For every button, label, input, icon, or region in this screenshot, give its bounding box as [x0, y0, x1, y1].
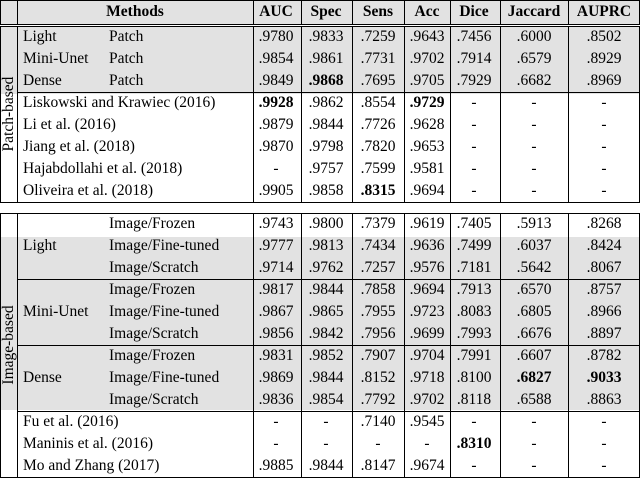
- cell-sens: .7955: [360, 303, 396, 320]
- cell-auprc: .9033: [586, 369, 622, 386]
- group-label-patch: Patch-based: [0, 76, 17, 152]
- cell-spec: .9844: [308, 281, 344, 298]
- column-rule: [404, 213, 405, 477]
- cell-sens: .7792: [360, 391, 396, 408]
- cell-acc: .9729: [409, 94, 445, 111]
- cell-sens: .7140: [360, 413, 396, 430]
- cell-dice: -: [471, 160, 477, 177]
- cell-auprc: .8067: [586, 259, 622, 276]
- column-rule: [450, 213, 451, 477]
- cell-auprc: -: [601, 138, 607, 155]
- cell-jaccard: .5642: [516, 259, 552, 276]
- cell-jaccard: -: [531, 435, 537, 452]
- cell-jaccard: .6000: [516, 28, 552, 45]
- cell-dice: .7405: [456, 215, 492, 232]
- column-rule: [450, 26, 451, 202]
- cell-spec: .9844: [308, 369, 344, 386]
- cell-spec: .9833: [308, 28, 344, 45]
- cell-jaccard: -: [531, 457, 537, 474]
- cell-spec: -: [323, 413, 329, 430]
- rule: [17, 92, 640, 93]
- cell-spec: .9844: [308, 116, 344, 133]
- rule: [17, 411, 640, 412]
- column-rule: [500, 26, 501, 202]
- header-sens: Sens: [362, 3, 394, 20]
- header-auc: AUC: [259, 3, 293, 20]
- setting-label: Image/Fine-tuned: [109, 369, 220, 386]
- reference-name: Maninis et al. (2016): [23, 435, 154, 452]
- cell-dice: .8118: [456, 391, 492, 408]
- cell-spec: .9798: [308, 138, 344, 155]
- cell-sens: .7379: [360, 215, 396, 232]
- setting-label: Image/Scratch: [109, 259, 199, 276]
- rule: [17, 279, 640, 280]
- cell-auprc: -: [601, 116, 607, 133]
- cell-acc: .9674: [409, 457, 445, 474]
- cell-acc: .9705: [409, 72, 445, 89]
- model-name: Mini-Unet: [23, 50, 89, 67]
- cell-dice: .7929: [456, 72, 492, 89]
- cell-sens: .7726: [360, 116, 396, 133]
- cell-jaccard: -: [531, 116, 537, 133]
- cell-acc: .9718: [409, 369, 445, 386]
- cell-auc: .9743: [258, 215, 294, 232]
- cell-auprc: .8268: [586, 215, 622, 232]
- cell-auprc: .8929: [586, 50, 622, 67]
- cell-spec: .9858: [308, 182, 344, 199]
- cell-jaccard: -: [531, 138, 537, 155]
- cell-sens: .7731: [360, 50, 396, 67]
- column-rule: [301, 0, 302, 24]
- cell-auc: .9714: [258, 259, 294, 276]
- section-gap: [0, 205, 640, 213]
- setting-label: Image/Frozen: [109, 215, 196, 232]
- cell-dice: .8083: [456, 303, 492, 320]
- cell-auc: .9831: [258, 347, 294, 364]
- cell-acc: .9636: [409, 237, 445, 254]
- cell-sens: .8147: [360, 457, 396, 474]
- column-rule: [404, 0, 405, 24]
- cell-acc: .9704: [409, 347, 445, 364]
- cell-sens: .7259: [360, 28, 396, 45]
- cell-spec: .9861: [308, 50, 344, 67]
- cell-auc: -: [273, 160, 279, 177]
- cell-auprc: -: [601, 94, 607, 111]
- column-rule: [500, 0, 501, 24]
- cell-sens: .7820: [360, 138, 396, 155]
- cell-dice: -: [471, 138, 477, 155]
- cell-sens: .7907: [360, 347, 396, 364]
- setting-label: Image/Frozen: [109, 281, 196, 298]
- model-name: Light: [23, 28, 57, 45]
- header-rule: [0, 24, 640, 25]
- cell-auc: .9777: [258, 237, 294, 254]
- column-rule: [301, 213, 302, 477]
- cell-acc: .9702: [409, 50, 445, 67]
- section-bottom-rule: [0, 202, 640, 203]
- column-rule: [568, 0, 569, 24]
- cell-auc: .9928: [258, 94, 294, 111]
- cell-spec: .9757: [308, 160, 344, 177]
- cell-acc: .9702: [409, 391, 445, 408]
- setting-label: Patch: [109, 72, 144, 89]
- cell-auc: -: [273, 413, 279, 430]
- cell-dice: -: [471, 182, 477, 199]
- cell-dice: .7456: [456, 28, 492, 45]
- cell-spec: .9854: [308, 391, 344, 408]
- model-name: Dense: [23, 369, 62, 386]
- cell-jaccard: -: [531, 160, 537, 177]
- column-rule: [352, 213, 353, 477]
- cell-acc: .9581: [409, 160, 445, 177]
- setting-label: Patch: [109, 50, 144, 67]
- cell-acc: .9723: [409, 303, 445, 320]
- cell-dice: .7913: [456, 281, 492, 298]
- column-rule: [450, 0, 451, 24]
- cell-auc: .9869: [258, 369, 294, 386]
- column-rule: [301, 26, 302, 202]
- reference-name: Jiang et al. (2018): [23, 138, 135, 155]
- cell-jaccard: .6682: [516, 72, 552, 89]
- cell-dice: -: [471, 116, 477, 133]
- setting-label: Image/Fine-tuned: [109, 237, 220, 254]
- rule: [17, 345, 640, 346]
- cell-sens: .8152: [360, 369, 396, 386]
- reference-name: Li et al. (2016): [23, 116, 116, 133]
- cell-jaccard: .5913: [516, 215, 552, 232]
- cell-sens: .7599: [360, 160, 396, 177]
- cell-jaccard: .6579: [516, 50, 552, 67]
- cell-auc: -: [273, 435, 279, 452]
- cell-acc: .9628: [409, 116, 445, 133]
- setting-label: Image/Scratch: [109, 325, 199, 342]
- reference-name: Fu et al. (2016): [23, 413, 119, 430]
- cell-jaccard: .6676: [516, 325, 552, 342]
- cell-spec: -: [323, 435, 329, 452]
- model-name: Dense: [23, 72, 62, 89]
- cell-dice: -: [471, 413, 477, 430]
- column-rule: [568, 26, 569, 202]
- cell-spec: .9844: [308, 457, 344, 474]
- cell-sens: .7257: [360, 259, 396, 276]
- cell-jaccard: .6570: [516, 281, 552, 298]
- cell-acc: .9694: [409, 182, 445, 199]
- cell-auc: .9854: [258, 50, 294, 67]
- rule: [0, 213, 640, 214]
- header-spec: Spec: [310, 3, 342, 20]
- model-name: Mini-Unet: [23, 303, 89, 320]
- cell-spec: .9842: [308, 325, 344, 342]
- reference-name: Hajabdollahi et al. (2018): [23, 160, 183, 177]
- cell-acc: .9576: [409, 259, 445, 276]
- column-rule: [568, 213, 569, 477]
- cell-dice: .7993: [456, 325, 492, 342]
- cell-auprc: .8782: [586, 347, 622, 364]
- cell-auc: .9780: [258, 28, 294, 45]
- cell-auprc: -: [601, 435, 607, 452]
- cell-auprc: .8969: [586, 72, 622, 89]
- cell-spec: .9868: [308, 72, 344, 89]
- column-rule: [500, 213, 501, 477]
- header-dice: Dice: [459, 3, 489, 20]
- cell-dice: .7499: [456, 237, 492, 254]
- cell-jaccard: -: [531, 413, 537, 430]
- cell-dice: .7914: [456, 50, 492, 67]
- cell-dice: -: [471, 457, 477, 474]
- group-label-image: Image-based: [0, 305, 17, 385]
- cell-spec: .9813: [308, 237, 344, 254]
- column-rule: [253, 0, 254, 24]
- cell-acc: .9653: [409, 138, 445, 155]
- cell-auprc: .8424: [586, 237, 622, 254]
- reference-name: Mo and Zhang (2017): [23, 457, 160, 474]
- cell-jaccard: .6588: [516, 391, 552, 408]
- cell-auprc: .8897: [586, 325, 622, 342]
- column-rule: [253, 26, 254, 202]
- cell-auc: .9879: [258, 116, 294, 133]
- cell-auc: .9870: [258, 138, 294, 155]
- cell-sens: -: [375, 435, 381, 452]
- cell-auc: .9867: [258, 303, 294, 320]
- rule: [0, 26, 640, 27]
- cell-auprc: -: [601, 160, 607, 177]
- cell-auprc: .8502: [586, 28, 622, 45]
- model-name: Light: [23, 237, 57, 254]
- cell-acc: .9643: [409, 28, 445, 45]
- cell-jaccard: -: [531, 94, 537, 111]
- cell-acc: -: [424, 435, 430, 452]
- cell-auprc: .8757: [586, 281, 622, 298]
- cell-spec: .9800: [308, 215, 344, 232]
- cell-acc: .9694: [409, 281, 445, 298]
- cell-sens: .7434: [360, 237, 396, 254]
- cell-jaccard: .6607: [516, 347, 552, 364]
- cell-dice: -: [471, 94, 477, 111]
- cell-jaccard: .6827: [516, 369, 552, 386]
- cell-auc: .9885: [258, 457, 294, 474]
- header-methods: Methods: [106, 3, 164, 20]
- cell-sens: .8315: [360, 182, 396, 199]
- setting-label: Image/Scratch: [109, 391, 199, 408]
- header-jaccard: Jaccard: [507, 3, 561, 20]
- cell-acc: .9619: [409, 215, 445, 232]
- column-rule: [17, 0, 18, 24]
- header-auprc: AUPRC: [576, 3, 632, 20]
- header-acc: Acc: [414, 3, 440, 20]
- column-rule: [352, 0, 353, 24]
- cell-dice: .8310: [456, 435, 492, 452]
- column-rule: [253, 213, 254, 477]
- column-rule: [404, 26, 405, 202]
- cell-jaccard: .6805: [516, 303, 552, 320]
- cell-dice: .7181: [456, 259, 492, 276]
- reference-name: Oliveira et al. (2018): [23, 182, 153, 199]
- cell-sens: .7695: [360, 72, 396, 89]
- column-rule: [0, 0, 1, 24]
- cell-sens: .7858: [360, 281, 396, 298]
- setting-label: Image/Fine-tuned: [109, 303, 220, 320]
- cell-auc: .9817: [258, 281, 294, 298]
- cell-auprc: .8863: [586, 391, 622, 408]
- cell-dice: .8100: [456, 369, 492, 386]
- cell-auc: .9905: [258, 182, 294, 199]
- cell-spec: .9852: [308, 347, 344, 364]
- cell-sens: .7956: [360, 325, 396, 342]
- cell-auprc: -: [601, 457, 607, 474]
- cell-acc: .9699: [409, 325, 445, 342]
- setting-label: Image/Frozen: [109, 347, 196, 364]
- cell-dice: .7991: [456, 347, 492, 364]
- cell-auprc: -: [601, 182, 607, 199]
- cell-spec: .9862: [308, 94, 344, 111]
- cell-auc: .9849: [258, 72, 294, 89]
- top-rule: [0, 0, 640, 1]
- cell-sens: .8554: [360, 94, 396, 111]
- cell-auprc: .8966: [586, 303, 622, 320]
- cell-auc: .9836: [258, 391, 294, 408]
- column-rule: [352, 26, 353, 202]
- cell-spec: .9865: [308, 303, 344, 320]
- cell-auc: .9856: [258, 325, 294, 342]
- setting-label: Patch: [109, 28, 144, 45]
- cell-jaccard: -: [531, 182, 537, 199]
- cell-auprc: -: [601, 413, 607, 430]
- cell-spec: .9762: [308, 259, 344, 276]
- cell-acc: .9545: [409, 413, 445, 430]
- reference-name: Liskowski and Krawiec (2016): [23, 94, 216, 111]
- cell-jaccard: .6037: [516, 237, 552, 254]
